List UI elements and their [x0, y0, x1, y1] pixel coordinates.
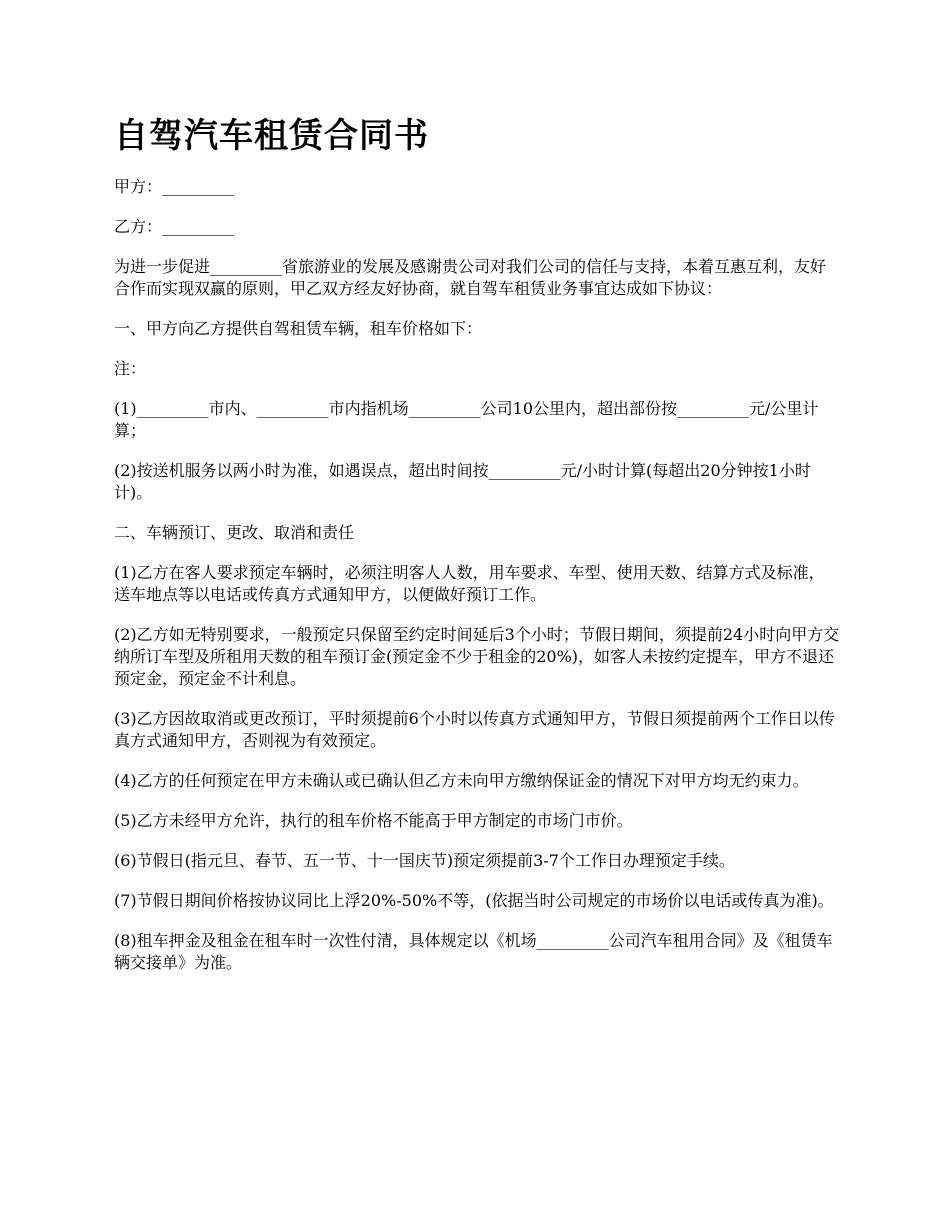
party-b-line: 乙方：_________ — [114, 217, 235, 236]
clause-7: (7)节假日期间价格按协议同比上浮20%-50%不等，(依据当时公司规定的市场价以电话或传真为准)。 — [114, 891, 834, 910]
clause-6: (6)节假日(指元旦、春节、五一节、十一国庆节)预定须提前3-7个工作日办理预定手续。 — [114, 851, 735, 870]
section-two-heading: 二、车辆预订、更改、取消和责任 — [114, 523, 355, 542]
document-title: 自驾汽车租赁合同书 — [114, 116, 429, 156]
clause-8: (8)租车押金及租金在租车时一次性付清，具体规定以《机场_________公司汽车租用合同》及《租赁车辆交接单》为准。 — [114, 931, 833, 972]
clause-5: (5)乙方未经甲方允许，执行的租车价格不能高于甲方制定的市场门市价。 — [114, 811, 633, 830]
clause-3: (3)乙方因故取消或更改预订，平时须提前6个小时以传真方式通知甲方，节假日须提前两个工作日以传真方式通知甲方，否则视为有效预定。 — [114, 709, 835, 750]
note-label: 注： — [114, 359, 147, 378]
clause-2: (2)乙方如无特别要求，一般预定只保留至约定时间延后3个小时；节假日期间，须提前24小时向甲方交纳所订车型及所租用天数的租车预订金(预定金不少于租金的20%)，如客人未按约定提车，甲方不退还预定金，预定金不计利息。 — [114, 625, 840, 688]
section-one-heading: 一、甲方向乙方提供自驾租赁车辆，租车价格如下： — [114, 319, 483, 338]
clause-4: (4)乙方的任何预定在甲方未确认或已确认但乙方未向甲方缴纳保证金的情况下对甲方均无约束力。 — [114, 771, 809, 790]
preamble-paragraph: 为进一步促进_________省旅游业的发展及感谢贵公司对我们公司的信任与支持，本着互惠互利，友好合作而实现双赢的原则，甲乙双方经友好协商，就自驾车租赁业务事宜达成如下协议： — [114, 257, 827, 298]
party-a-line: 甲方：_________ — [114, 177, 235, 196]
note-item-1: (1)_________市内、_________市内指机场_________公司10公里内，超出部份按_________元/公里计算； — [114, 399, 819, 440]
note-item-2: (2)按送机服务以两小时为准，如遇误点，超出时间按_________元/小时计算(每超出20分钟按1小时计)。 — [114, 461, 811, 502]
clause-1: (1)乙方在客人要求预定车辆时，必须注明客人人数，用车要求、车型、使用天数、结算方式及标准，送车地点等以电话或传真方式通知甲方，以便做好预订工作。 — [114, 563, 825, 604]
document-page — [114, 108, 840, 992]
